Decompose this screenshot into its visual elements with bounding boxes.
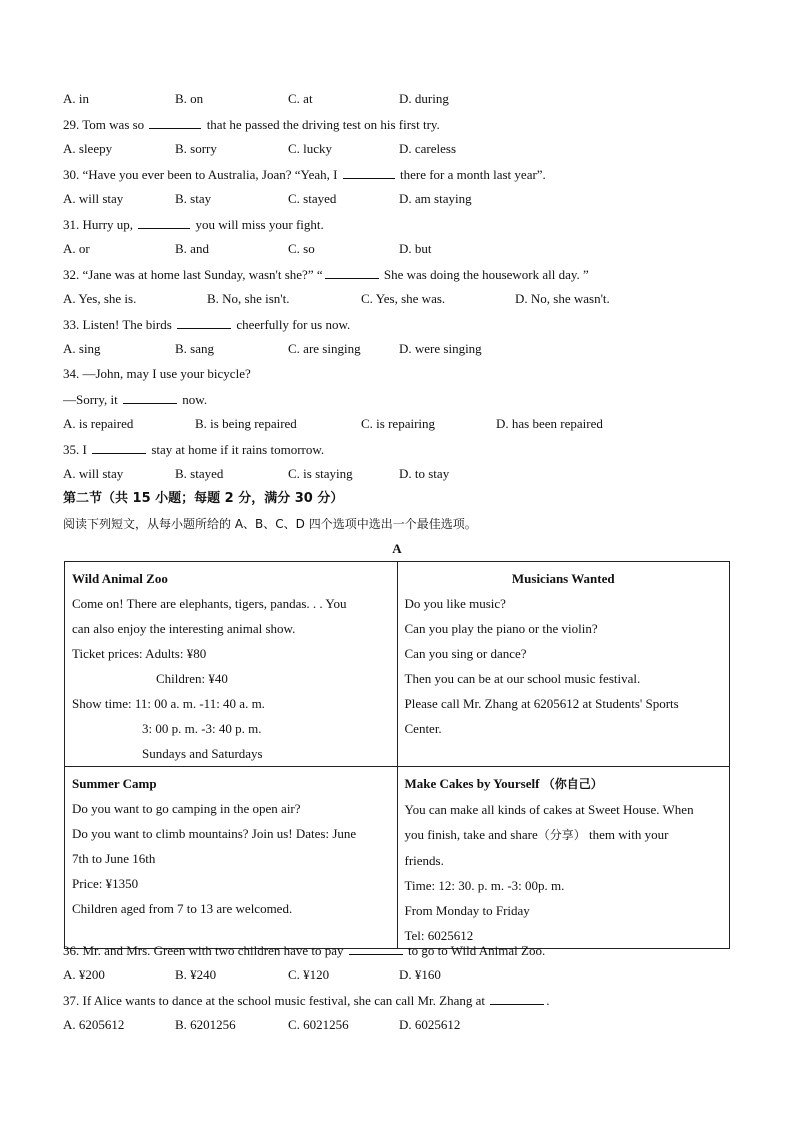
q30-option-a: A. will stay [63, 191, 124, 206]
ad-make-cakes [397, 767, 730, 949]
q37-option-a: A. 6205612 [63, 1017, 125, 1032]
q31-text-before: 31. Hurry up, [63, 217, 134, 232]
q32-option-c: C. Yes, she was. [361, 291, 446, 306]
q37-blank [490, 992, 544, 1005]
section2-instruction: 阅读下列短文，从每小题所给的 A、B、C、D 四个选项中选出一个最佳选项。 [63, 517, 477, 531]
q29-option-d: D. careless [399, 141, 457, 156]
camp-line1: Do you want to go camping in the open air? [72, 801, 301, 816]
q34-line1: 34. —John, may I use your bicycle? [63, 366, 251, 381]
q31-option-a: A. or [63, 241, 90, 256]
q34-option-b: B. is being repaired [195, 416, 297, 431]
music-line3: Can you sing or dance? [404, 646, 527, 661]
ad-wild-animal-zoo [65, 562, 398, 767]
q32-blank [325, 266, 379, 279]
cakes-line3: friends. [404, 853, 444, 868]
q33-option-a: A. sing [63, 341, 101, 356]
q30-text-before: 30. “Have you ever been to Australia, Joan? “Yeah, I [63, 167, 338, 182]
q30-text-after: there for a month last year”. [399, 167, 546, 182]
q29-option-b: B. sorry [175, 141, 217, 156]
q30-blank [343, 166, 395, 179]
q32-text-after: She was doing the housework all day. ” [383, 267, 589, 282]
music-title: Musicians Wanted [511, 571, 615, 586]
q31-option-d: D. but [399, 241, 432, 256]
q37-stem [63, 992, 550, 1008]
zoo-show-time-1: Show time: 11: 00 a. m. -11: 40 a. m. [72, 696, 265, 711]
music-line6: Center. [404, 721, 442, 736]
q36-option-c: C. ¥120 [288, 967, 330, 982]
q34-text-after: now. [182, 392, 208, 407]
q32-stem [63, 266, 589, 282]
cakes-line1: You can make all kinds of cakes at Sweet House. When [404, 802, 694, 817]
q34-option-a: A. is repaired [63, 416, 134, 431]
q36-stem [63, 942, 545, 958]
q33-text-after: cheerfully for us now. [236, 317, 351, 332]
q34-text-before: —Sorry, it [63, 392, 118, 407]
cakes-line2 [405, 822, 723, 848]
q36-option-a: A. ¥200 [63, 967, 105, 982]
q37-option-c: C. 6021256 [288, 1017, 349, 1032]
q31-text-after: you will miss your fight. [195, 217, 324, 232]
cakes-line2-b: them with your [588, 827, 669, 842]
ad-summer-camp [65, 767, 398, 949]
q29-text-before: 29. Tom was so [63, 117, 145, 132]
zoo-line1: Come on! There are elephants, tigers, pandas. . . You [72, 596, 347, 611]
q29-option-a: A. sleepy [63, 141, 113, 156]
q30-option-d: D. am staying [399, 191, 472, 206]
q35-option-b: B. stayed [175, 466, 224, 481]
q36-blank [349, 942, 403, 955]
q30-option-b: B. stay [175, 191, 212, 206]
zoo-line2: can also enjoy the interesting animal show. [72, 621, 296, 636]
camp-line3: 7th to June 16th [72, 851, 156, 866]
section2-heading: 第二节（共 15 小题；每题 2 分，满分 30 分） [63, 491, 344, 506]
q35-option-d: D. to stay [399, 466, 450, 481]
q36-option-d: D. ¥160 [399, 967, 441, 982]
music-line5: Please call Mr. Zhang at 6205612 at Students' Sports [404, 696, 679, 711]
zoo-show-days: Sundays and Saturdays [142, 746, 263, 761]
cakes-line2-a: you finish, take and share [404, 827, 538, 842]
q29-blank [149, 116, 201, 129]
q28-option-c: C. at [288, 91, 313, 106]
ads-table [64, 561, 730, 949]
q28-option-d: D. during [399, 91, 449, 106]
q31-option-c: C. so [288, 241, 315, 256]
cakes-days: From Monday to Friday [404, 903, 530, 918]
cakes-line2-cn: （分享） [537, 828, 586, 842]
q28-option-a: A. in [63, 91, 89, 106]
q37-text-after: . [546, 993, 550, 1008]
q32-option-a: A. Yes, she is. [63, 291, 137, 306]
q32-option-d: D. No, she wasn't. [515, 291, 610, 306]
zoo-ticket-adults: Ticket prices: Adults: ¥80 [72, 646, 207, 661]
q35-text-after: stay at home if it rains tomorrow. [151, 442, 325, 457]
cakes-title: Make Cakes by Yourself [404, 776, 540, 791]
q33-text-before: 33. Listen! The birds [63, 317, 172, 332]
q33-stem [63, 316, 350, 332]
q34-option-c: C. is repairing [361, 416, 436, 431]
q35-blank [92, 441, 146, 454]
q35-option-c: C. is staying [288, 466, 353, 481]
q35-option-a: A. will stay [63, 466, 124, 481]
q36-text-before: 36. Mr. and Mrs. Green with two children have to pay [63, 943, 344, 958]
q33-option-d: D. were singing [399, 341, 482, 356]
camp-price: Price: ¥1350 [72, 876, 139, 891]
q31-option-b: B. and [175, 241, 209, 256]
q29-option-c: C. lucky [288, 141, 333, 156]
camp-title: Summer Camp [72, 776, 157, 791]
music-line1: Do you like music? [404, 596, 506, 611]
cakes-tel: Tel: 6025612 [404, 928, 474, 943]
cakes-title-row [405, 771, 723, 797]
q34-stem [63, 391, 207, 407]
music-line4: Then you can be at our school music festival. [404, 671, 641, 686]
q37-option-d: D. 6025612 [399, 1017, 461, 1032]
camp-ages: Children aged from 7 to 13 are welcomed. [72, 901, 293, 916]
zoo-ticket-children: Children: ¥40 [156, 671, 228, 686]
cakes-title-cn: （你自己） [542, 777, 603, 791]
q29-stem [63, 116, 440, 132]
q29-text-after: that he passed the driving test on his first try. [206, 117, 440, 132]
q36-text-after: to go to Wild Animal Zoo. [408, 943, 546, 958]
zoo-show-time-2: 3: 00 p. m. -3: 40 p. m. [142, 721, 262, 736]
camp-line2: Do you want to climb mountains? Join us! Dates: June [72, 826, 357, 841]
q33-option-c: C. are singing [288, 341, 361, 356]
q32-text-before: 32. “Jane was at home last Sunday, wasn't she?” “ [63, 267, 323, 282]
q31-blank [138, 216, 190, 229]
q36-option-b: B. ¥240 [175, 967, 217, 982]
q30-stem [63, 166, 546, 182]
q34-option-d: D. has been repaired [496, 416, 603, 431]
q33-option-b: B. sang [175, 341, 214, 356]
q35-text-before: 35. I [63, 442, 87, 457]
q32-option-b: B. No, she isn't. [207, 291, 290, 306]
q34-blank [123, 391, 177, 404]
ad-musicians-wanted [397, 562, 730, 767]
q33-blank [177, 316, 231, 329]
q37-text-before: 37. If Alice wants to dance at the school music festival, she can call Mr. Zhang at [63, 993, 486, 1008]
q35-stem [63, 441, 324, 457]
zoo-title: Wild Animal Zoo [72, 571, 168, 586]
q28-option-b: B. on [175, 91, 204, 106]
q37-option-b: B. 6201256 [175, 1017, 236, 1032]
q30-option-c: C. stayed [288, 191, 337, 206]
cakes-time: Time: 12: 30. p. m. -3: 00p. m. [404, 878, 565, 893]
passage-label: A [392, 541, 402, 556]
q31-stem [63, 216, 324, 232]
music-line2: Can you play the piano or the violin? [404, 621, 598, 636]
